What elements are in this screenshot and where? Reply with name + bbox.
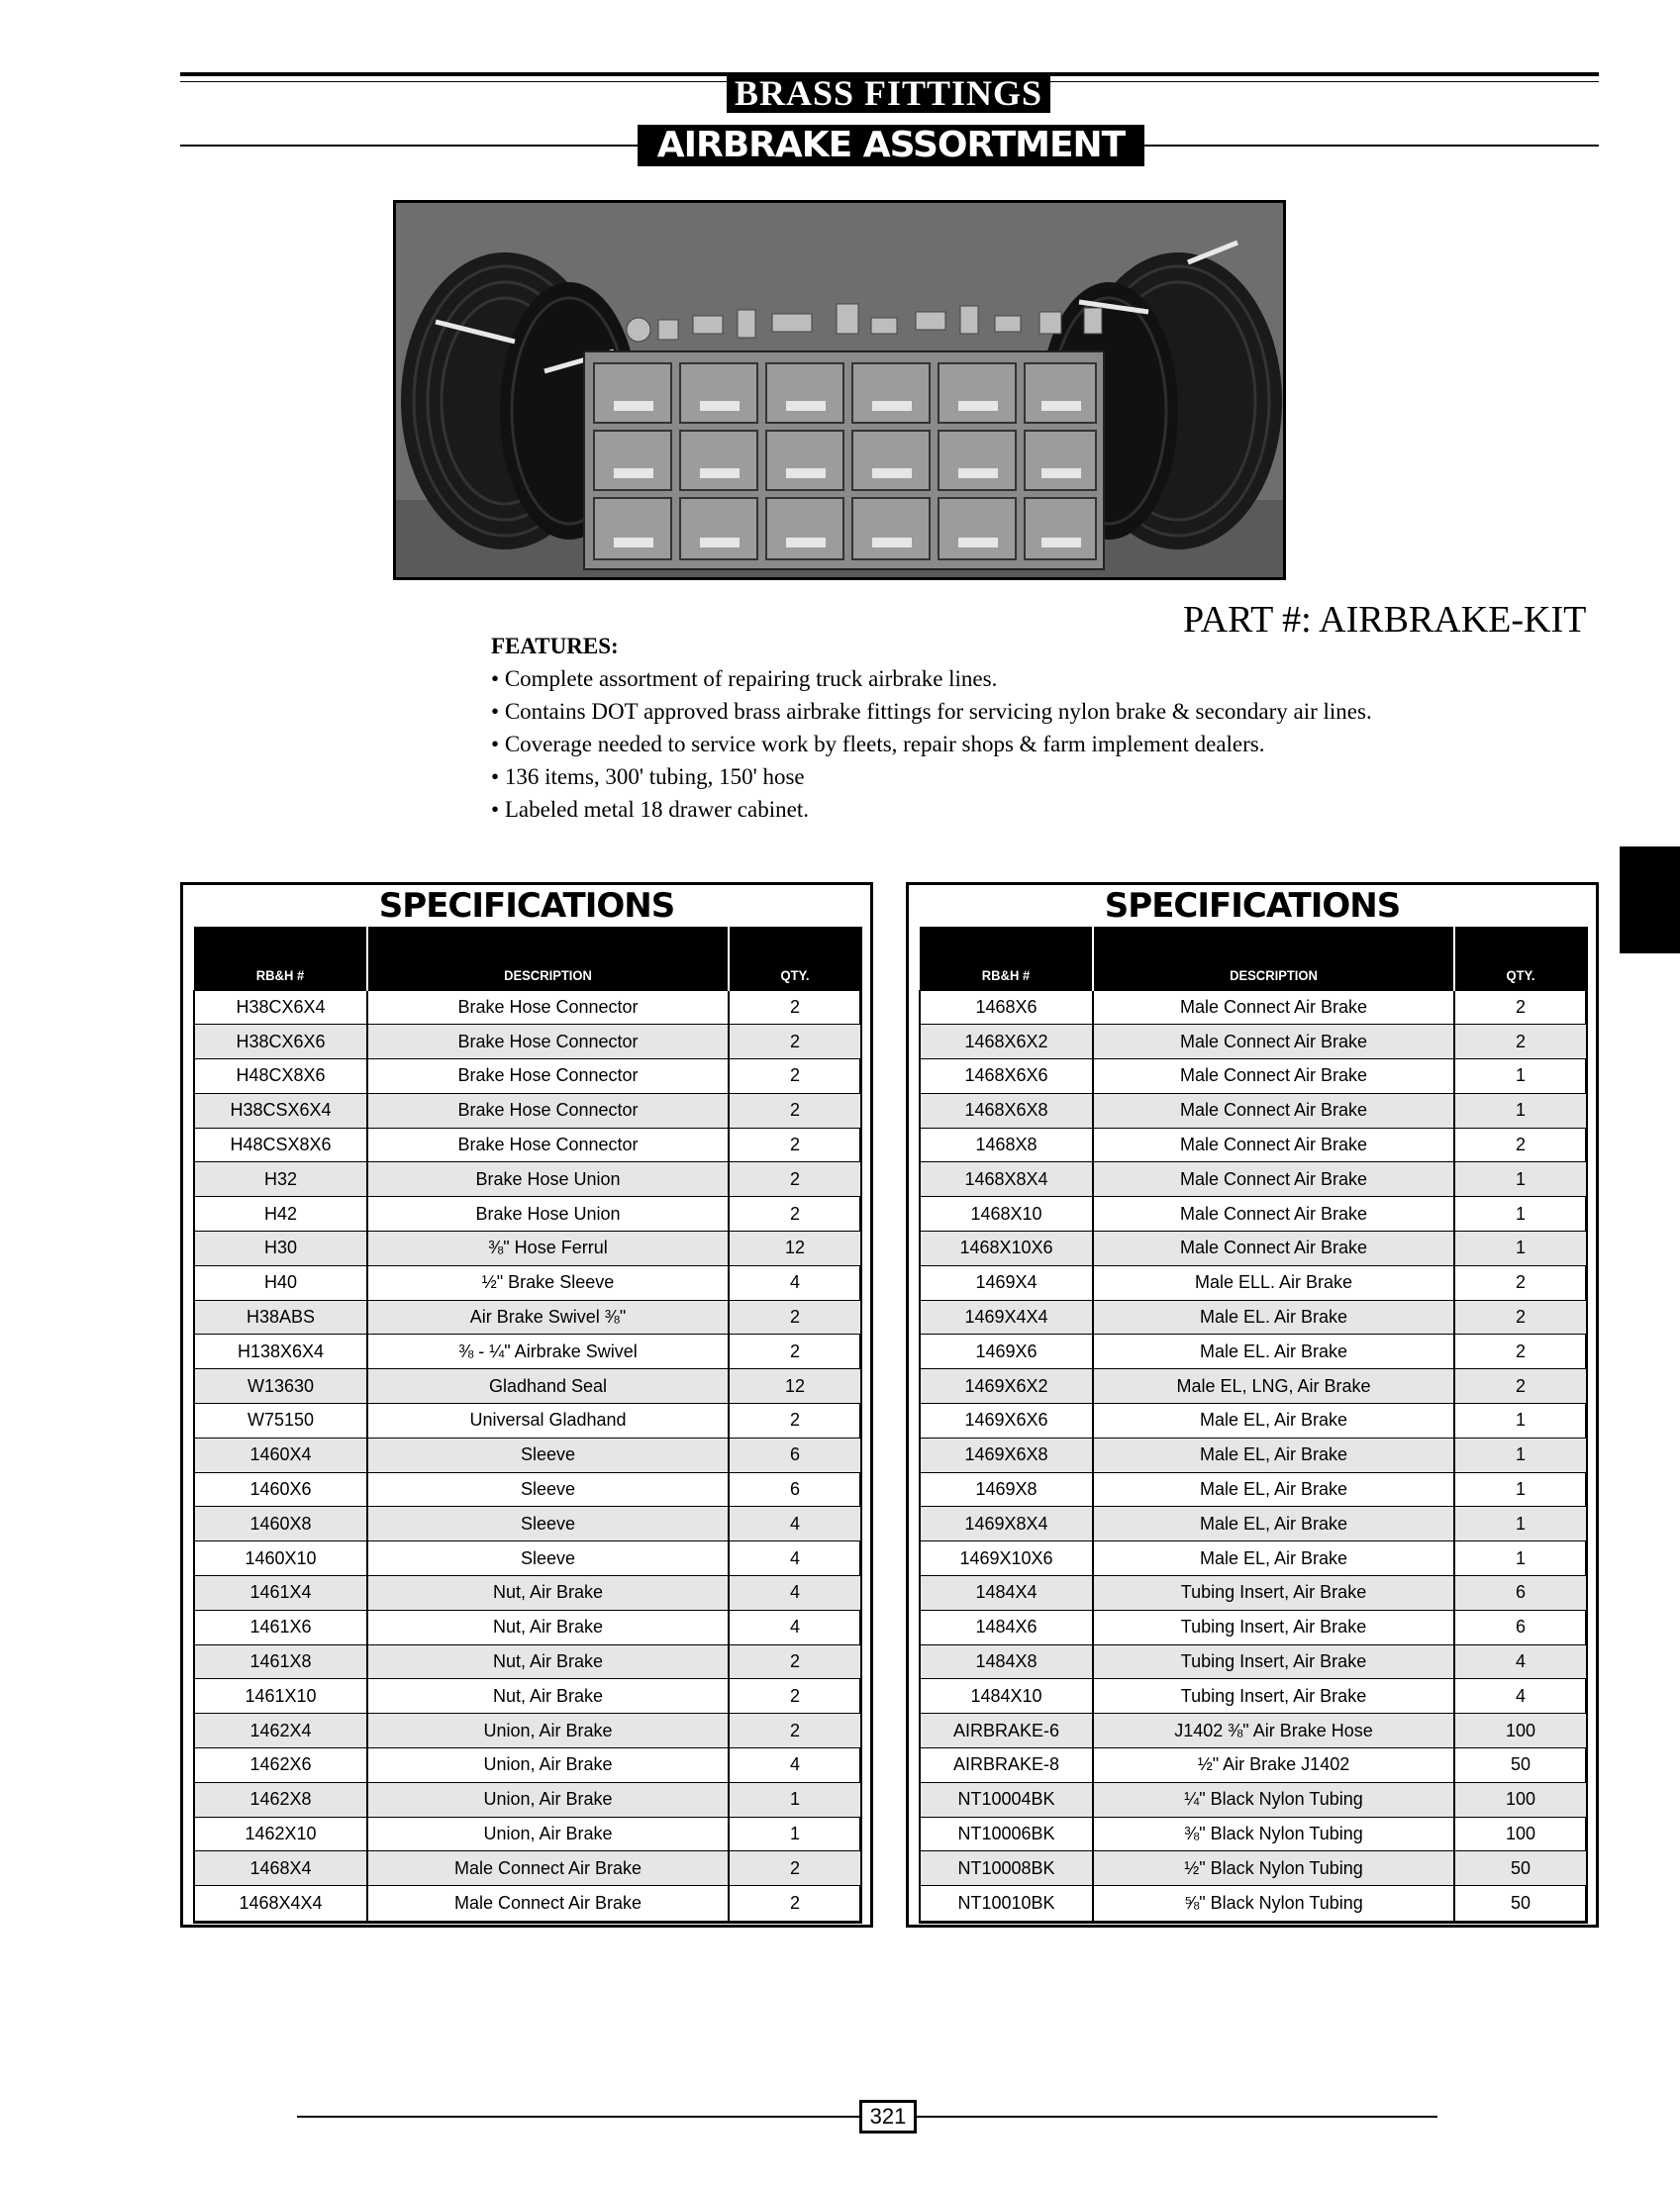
cell-description: Tubing Insert, Air Brake <box>1093 1610 1454 1644</box>
cell-part-number: 1462X4 <box>194 1714 367 1748</box>
cell-part-number: 1484X10 <box>920 1679 1093 1714</box>
cell-qty: 2 <box>729 1162 860 1197</box>
table-row <box>194 1507 860 1541</box>
table-row <box>920 1093 1586 1128</box>
cell-part-number: 1461X4 <box>194 1576 367 1611</box>
cell-description: ¼" Black Nylon Tubing <box>1093 1782 1454 1817</box>
table-row <box>194 1541 860 1576</box>
table-row <box>920 1714 1586 1748</box>
cell-description: J1402 ⅜" Air Brake Hose <box>1093 1714 1454 1748</box>
cell-qty: 2 <box>729 1644 860 1679</box>
cell-description: Tubing Insert, Air Brake <box>1093 1644 1454 1679</box>
cell-part-number: AIRBRAKE-8 <box>920 1748 1093 1783</box>
cell-description: ½" Black Nylon Tubing <box>1093 1851 1454 1886</box>
feature-item: • Coverage needed to service work by fleets, repair shops & farm implement dealers. <box>491 728 1491 760</box>
cell-part-number: 1468X8 <box>920 1128 1093 1162</box>
cell-part-number: 1468X6X2 <box>920 1025 1093 1059</box>
cell-description: ½" Brake Sleeve <box>367 1265 729 1300</box>
cell-part-number: 1461X10 <box>194 1679 367 1714</box>
cell-part-number: 1460X8 <box>194 1507 367 1541</box>
table-row <box>920 1438 1586 1472</box>
cell-description: Male Connect Air Brake <box>1093 1128 1454 1162</box>
table-row <box>194 1472 860 1507</box>
cell-description: Male Connect Air Brake <box>367 1886 729 1921</box>
feature-item: • Complete assortment of repairing truck airbrake lines. <box>491 662 1491 695</box>
cell-part-number: H38CX6X6 <box>194 1025 367 1059</box>
cell-description: Nut, Air Brake <box>367 1679 729 1714</box>
cell-qty: 4 <box>729 1610 860 1644</box>
page-number: 321 <box>859 2100 917 2134</box>
cell-qty: 2 <box>729 1404 860 1439</box>
table-row <box>920 1232 1586 1266</box>
feature-item: • 136 items, 300' tubing, 150' hose <box>491 760 1491 793</box>
cell-part-number: 1484X4 <box>920 1576 1093 1611</box>
cell-qty: 100 <box>1454 1817 1586 1851</box>
cell-part-number: H38CX6X4 <box>194 990 367 1025</box>
cell-part-number: 1469X10X6 <box>920 1541 1093 1576</box>
cell-part-number: 1468X10X6 <box>920 1232 1093 1266</box>
cell-part-number: H32 <box>194 1162 367 1197</box>
cell-qty: 2 <box>729 1300 860 1335</box>
cell-part-number: 1462X10 <box>194 1817 367 1851</box>
cell-description: Male EL, Air Brake <box>1093 1438 1454 1472</box>
table-row <box>194 1438 860 1472</box>
table-row <box>920 1851 1586 1886</box>
cell-part-number: H48CX8X6 <box>194 1059 367 1094</box>
cell-qty: 2 <box>1454 1265 1586 1300</box>
cell-part-number: 1462X8 <box>194 1782 367 1817</box>
cell-description: Brake Hose Connector <box>367 1128 729 1162</box>
table-row <box>920 1300 1586 1335</box>
table-row <box>920 1886 1586 1921</box>
table-row <box>920 1679 1586 1714</box>
spec-title: SPECIFICATIONS <box>378 886 675 926</box>
spec-panel-right <box>906 882 1599 1928</box>
cell-qty: 4 <box>729 1748 860 1783</box>
cell-part-number: NT10006BK <box>920 1817 1093 1851</box>
cell-qty: 1 <box>729 1817 860 1851</box>
cell-qty: 1 <box>1454 1438 1586 1472</box>
cell-part-number: 1468X4 <box>194 1851 367 1886</box>
table-row <box>194 990 860 1025</box>
cell-description: Sleeve <box>367 1541 729 1576</box>
cell-qty: 2 <box>1454 990 1586 1025</box>
spec-table-left <box>193 927 860 1921</box>
cell-qty: 1 <box>729 1782 860 1817</box>
cell-description: Brake Hose Connector <box>367 1059 729 1094</box>
cell-part-number: H38ABS <box>194 1300 367 1335</box>
cell-description: Male ELL. Air Brake <box>1093 1265 1454 1300</box>
cell-part-number: 1468X8X4 <box>920 1162 1093 1197</box>
cell-description: Brake Hose Union <box>367 1162 729 1197</box>
table-row <box>194 1093 860 1128</box>
table-row <box>194 1232 860 1266</box>
table-row <box>194 1576 860 1611</box>
cell-qty: 2 <box>729 1197 860 1232</box>
table-row <box>194 1714 860 1748</box>
cell-qty: 6 <box>1454 1576 1586 1611</box>
cell-description: Air Brake Swivel ⅜" <box>367 1300 729 1335</box>
cell-part-number: 1469X4 <box>920 1265 1093 1300</box>
table-row <box>194 1610 860 1644</box>
section-title: BRASS FITTINGS <box>727 73 1050 113</box>
spec-panel-left <box>180 882 873 1928</box>
cell-description: Brake Hose Connector <box>367 990 729 1025</box>
table-row <box>920 1610 1586 1644</box>
column-header-description: DESCRIPTION <box>367 925 729 991</box>
cell-part-number: H30 <box>194 1232 367 1266</box>
table-row <box>920 1644 1586 1679</box>
table-row <box>920 1472 1586 1507</box>
cell-description: Male Connect Air Brake <box>1093 1162 1454 1197</box>
cell-description: Tubing Insert, Air Brake <box>1093 1576 1454 1611</box>
cell-part-number: 1468X10 <box>920 1197 1093 1232</box>
table-row <box>194 1817 860 1851</box>
table-row <box>920 1197 1586 1232</box>
table-row <box>920 1507 1586 1541</box>
cell-qty: 1 <box>1454 1197 1586 1232</box>
cell-part-number: AIRBRAKE-6 <box>920 1714 1093 1748</box>
features-list <box>491 662 1491 826</box>
table-row <box>194 1300 860 1335</box>
cell-description: Brake Hose Connector <box>367 1093 729 1128</box>
column-header-part: RB&H # <box>981 966 1031 983</box>
cell-description: Male EL, Air Brake <box>1093 1472 1454 1507</box>
table-row <box>194 1335 860 1369</box>
cell-qty: 2 <box>729 1886 860 1921</box>
column-header-qty: QTY. <box>729 925 860 991</box>
cell-description: Nut, Air Brake <box>367 1610 729 1644</box>
cell-qty: 1 <box>1454 1059 1586 1094</box>
features-block <box>491 630 1491 826</box>
cell-part-number: NT10010BK <box>920 1886 1093 1921</box>
cell-qty: 2 <box>1454 1335 1586 1369</box>
spec-table-body <box>194 990 860 1921</box>
product-photo <box>393 200 1286 580</box>
cell-qty: 1 <box>1454 1162 1586 1197</box>
cell-description: Male Connect Air Brake <box>1093 1232 1454 1266</box>
cell-description: Male EL, Air Brake <box>1093 1541 1454 1576</box>
cell-qty: 2 <box>1454 1300 1586 1335</box>
table-row <box>920 1059 1586 1094</box>
cell-part-number: H38CSX6X4 <box>194 1093 367 1128</box>
table-row <box>920 1265 1586 1300</box>
table-row <box>920 1025 1586 1059</box>
cell-description: Male EL, Air Brake <box>1093 1404 1454 1439</box>
table-row <box>194 1369 860 1404</box>
cell-description: Nut, Air Brake <box>367 1576 729 1611</box>
cell-qty: 4 <box>1454 1679 1586 1714</box>
cell-part-number: 1468X6X6 <box>920 1059 1093 1094</box>
cell-qty: 4 <box>729 1265 860 1300</box>
cell-qty: 4 <box>729 1576 860 1611</box>
table-row <box>920 1404 1586 1439</box>
cell-part-number: 1461X8 <box>194 1644 367 1679</box>
cell-qty: 2 <box>729 1335 860 1369</box>
cell-description: Male EL, Air Brake <box>1093 1507 1454 1541</box>
cell-qty: 2 <box>729 1093 860 1128</box>
cell-part-number: 1468X6 <box>920 990 1093 1025</box>
section-thumb-tab <box>1620 846 1680 953</box>
cell-part-number: 1469X8 <box>920 1472 1093 1507</box>
cell-description: ⅜" Hose Ferrul <box>367 1232 729 1266</box>
cell-qty: 6 <box>729 1438 860 1472</box>
features-title: FEATURES: <box>491 634 619 658</box>
cell-part-number: H42 <box>194 1197 367 1232</box>
spec-table-body <box>920 990 1586 1921</box>
drawer-cabinet <box>584 351 1104 569</box>
cell-part-number: W13630 <box>194 1369 367 1404</box>
table-row <box>194 1265 860 1300</box>
table-row <box>920 1541 1586 1576</box>
cell-description: ⅜" Black Nylon Tubing <box>1093 1817 1454 1851</box>
cell-part-number: H138X6X4 <box>194 1335 367 1369</box>
cell-part-number: 1469X6X6 <box>920 1404 1093 1439</box>
cell-part-number: 1468X4X4 <box>194 1886 367 1921</box>
cell-description: Brake Hose Union <box>367 1197 729 1232</box>
cell-description: ½" Air Brake J1402 <box>1093 1748 1454 1783</box>
cell-description: Nut, Air Brake <box>367 1644 729 1679</box>
cell-part-number: 1468X6X8 <box>920 1093 1093 1128</box>
cell-part-number: NT10008BK <box>920 1851 1093 1886</box>
cell-qty: 4 <box>729 1507 860 1541</box>
cell-description: Union, Air Brake <box>367 1748 729 1783</box>
table-row <box>194 1886 860 1921</box>
cell-qty: 6 <box>729 1472 860 1507</box>
table-row <box>920 1128 1586 1162</box>
cell-qty: 50 <box>1454 1886 1586 1921</box>
cell-qty: 6 <box>1454 1610 1586 1644</box>
cell-description: ⅜ - ¼" Airbrake Swivel <box>367 1335 729 1369</box>
cell-description: Sleeve <box>367 1472 729 1507</box>
cell-part-number: 1460X6 <box>194 1472 367 1507</box>
table-row <box>194 1404 860 1439</box>
cell-qty: 1 <box>1454 1093 1586 1128</box>
cell-qty: 4 <box>729 1541 860 1576</box>
cell-qty: 2 <box>1454 1025 1586 1059</box>
cell-description: Male EL, LNG, Air Brake <box>1093 1369 1454 1404</box>
table-row <box>194 1128 860 1162</box>
table-row <box>920 990 1586 1025</box>
table-row <box>194 1197 860 1232</box>
cell-qty: 2 <box>1454 1128 1586 1162</box>
table-row <box>920 1335 1586 1369</box>
part-number: PART #: AIRBRAKE-KIT <box>1183 599 1587 641</box>
table-row <box>920 1782 1586 1817</box>
cell-qty: 2 <box>729 990 860 1025</box>
cell-part-number: 1461X6 <box>194 1610 367 1644</box>
feature-item: • Contains DOT approved brass airbrake fittings for servicing nylon brake & secondary air lines. <box>491 695 1491 728</box>
cell-part-number: W75150 <box>194 1404 367 1439</box>
cell-description: Male Connect Air Brake <box>1093 990 1454 1025</box>
cell-part-number: 1469X6X8 <box>920 1438 1093 1472</box>
cell-qty: 4 <box>1454 1644 1586 1679</box>
cell-qty: 12 <box>729 1369 860 1404</box>
cell-part-number: 1460X4 <box>194 1438 367 1472</box>
cell-part-number: H48CSX8X6 <box>194 1128 367 1162</box>
cell-qty: 2 <box>729 1714 860 1748</box>
table-row <box>194 1851 860 1886</box>
product-title: AIRBRAKE ASSORTMENT <box>638 125 1144 166</box>
table-row <box>920 1576 1586 1611</box>
cell-qty: 2 <box>729 1851 860 1886</box>
spec-title: SPECIFICATIONS <box>1104 886 1401 926</box>
cell-part-number: 1469X6 <box>920 1335 1093 1369</box>
cell-description: Gladhand Seal <box>367 1369 729 1404</box>
cell-part-number: NT10004BK <box>920 1782 1093 1817</box>
cell-part-number: H40 <box>194 1265 367 1300</box>
cell-qty: 12 <box>729 1232 860 1266</box>
table-row <box>194 1059 860 1094</box>
cell-qty: 2 <box>1454 1369 1586 1404</box>
cell-qty: 2 <box>729 1679 860 1714</box>
table-row <box>194 1025 860 1059</box>
cell-part-number: 1469X4X4 <box>920 1300 1093 1335</box>
cell-qty: 1 <box>1454 1472 1586 1507</box>
cell-qty: 2 <box>729 1025 860 1059</box>
cell-qty: 2 <box>729 1059 860 1094</box>
cell-description: Male EL. Air Brake <box>1093 1335 1454 1369</box>
cell-part-number: 1484X6 <box>920 1610 1093 1644</box>
cell-description: Union, Air Brake <box>367 1714 729 1748</box>
cell-description: Tubing Insert, Air Brake <box>1093 1679 1454 1714</box>
table-row <box>194 1782 860 1817</box>
cell-qty: 1 <box>1454 1541 1586 1576</box>
column-header-qty: QTY. <box>1454 925 1586 991</box>
cell-qty: 50 <box>1454 1851 1586 1886</box>
table-row <box>920 1162 1586 1197</box>
cell-description: Universal Gladhand <box>367 1404 729 1439</box>
cell-qty: 100 <box>1454 1782 1586 1817</box>
table-row <box>920 1369 1586 1404</box>
cell-qty: 1 <box>1454 1404 1586 1439</box>
table-row <box>194 1748 860 1783</box>
cell-description: Male Connect Air Brake <box>1093 1059 1454 1094</box>
cell-description: Male EL. Air Brake <box>1093 1300 1454 1335</box>
cell-description: Sleeve <box>367 1438 729 1472</box>
table-row <box>194 1679 860 1714</box>
table-row <box>194 1162 860 1197</box>
cell-description: Union, Air Brake <box>367 1817 729 1851</box>
spec-table-right <box>919 927 1586 1921</box>
cell-description: Union, Air Brake <box>367 1782 729 1817</box>
table-row <box>920 1817 1586 1851</box>
cell-qty: 50 <box>1454 1748 1586 1783</box>
cell-description: Male Connect Air Brake <box>367 1851 729 1886</box>
cell-part-number: 1460X10 <box>194 1541 367 1576</box>
cell-description: Sleeve <box>367 1507 729 1541</box>
cell-description: Male Connect Air Brake <box>1093 1197 1454 1232</box>
cell-qty: 100 <box>1454 1714 1586 1748</box>
column-header-part: RB&H # <box>255 966 305 983</box>
cell-qty: 1 <box>1454 1232 1586 1266</box>
cell-qty: 1 <box>1454 1507 1586 1541</box>
cell-description: ⅝" Black Nylon Tubing <box>1093 1886 1454 1921</box>
cell-part-number: 1484X8 <box>920 1644 1093 1679</box>
cell-qty: 2 <box>729 1128 860 1162</box>
cell-part-number: 1469X8X4 <box>920 1507 1093 1541</box>
cell-description: Male Connect Air Brake <box>1093 1093 1454 1128</box>
column-header-description: DESCRIPTION <box>1093 925 1454 991</box>
cell-description: Male Connect Air Brake <box>1093 1025 1454 1059</box>
cell-part-number: 1462X6 <box>194 1748 367 1783</box>
feature-item: • Labeled metal 18 drawer cabinet. <box>491 793 1491 826</box>
table-row <box>194 1644 860 1679</box>
cell-part-number: 1469X6X2 <box>920 1369 1093 1404</box>
cell-description: Brake Hose Connector <box>367 1025 729 1059</box>
table-row <box>920 1748 1586 1783</box>
